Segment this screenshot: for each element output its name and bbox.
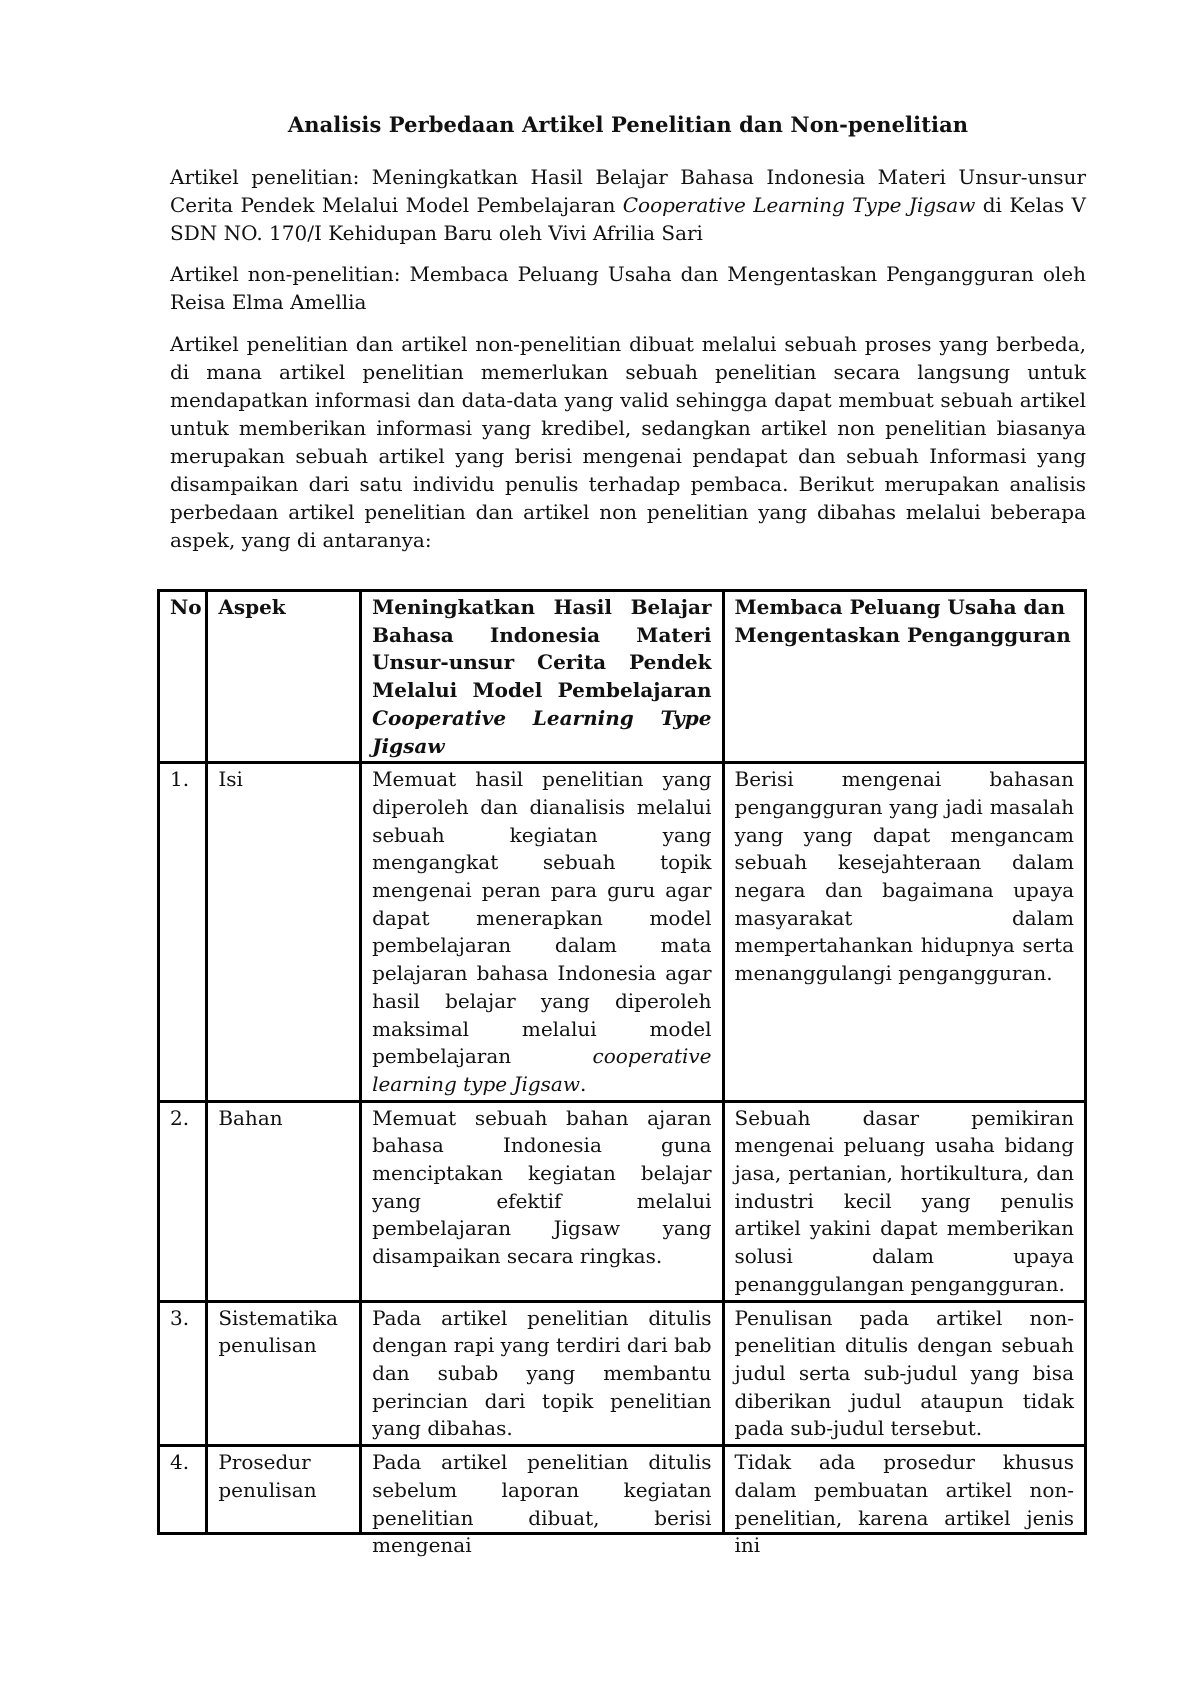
table-row	[159, 763, 1086, 1101]
cell-text-end: .	[579, 1071, 587, 1096]
row-research-text: Pada artikel penelitian ditulis sebelum laporan kegiatan penelitian dibuat, berisi mengenai	[372, 1450, 712, 1558]
research-article-prefix: Artikel penelitian: Meningkatkan Hasil Belajar Bahasa Indonesia Materi Unsur-unsur Cerita Pendek Melalui Model Pembelajaran	[170, 165, 1086, 217]
research-article-paragraph	[170, 163, 1086, 247]
row-non-research-cell: Berisi mengenai bahasan pengangguran yang jadi masalah yang yang dapat mengancam sebuah kesejahteraan dalam negara dan bagaimana upaya masyarakat dalam mempertahankan hidupnya serta menanggulangi pengangguran.	[723, 763, 1085, 1101]
row-research-cell: Memuat sebuah bahan ajaran bahasa Indonesia guna menciptakan kegiatan belajar yang efektif melalui pembelajaran Jigsaw yang disampaikan secara ringkas.	[361, 1101, 723, 1301]
row-no	[159, 1446, 207, 1534]
row-research-cell	[361, 1446, 723, 1558]
row-non-research-cell: Penulisan pada artikel non-penelitian ditulis dengan sebuah judul serta sub-judul yang bisa diberikan judul ataupun tidak pada sub-judul tersebut.	[723, 1301, 1085, 1446]
cell-text: Memuat hasil penelitian yang diperoleh dan dianalisis melalui sebuah kegiatan yang mengangkat sebuah topik mengenai peran para guru agar dapat menerapkan model pembelajaran dalam mata pelajaran bahasa Indonesia agar hasil belajar yang diperoleh maksimal melalui model pembelajaran	[372, 767, 712, 1069]
header-research-text: Meningkatkan Hasil Belajar Bahasa Indonesia Materi Unsur-unsur Cerita Pendek Melalui Model Pembelajaran	[372, 595, 712, 703]
comparison-table	[157, 589, 1087, 1558]
non-research-article-paragraph: Artikel non-penelitian: Membaca Peluang Usaha dan Mengentaskan Pengangguran oleh Reisa Elma Amellia	[170, 262, 1086, 314]
row-no-text: 4.	[170, 1450, 190, 1475]
row-non-research-cell: Sebuah dasar pemikiran mengenai peluang usaha bidang jasa, pertanian, hortikultura, dan industri kecil yang penulis artikel yakini dapat memberikan solusi dalam upaya penanggulangan pengangguran.	[723, 1101, 1085, 1301]
row-no: 3.	[159, 1301, 207, 1446]
row-research-cell: Pada artikel penelitian ditulis dengan rapi yang terdiri dari bab dan subab yang membantu perincian dari topik penelitian yang dibahas.	[361, 1301, 723, 1446]
header-research-italic: Cooperative Learning Type Jigsaw	[372, 705, 712, 758]
row-aspek-text: Prosedur penulisan	[218, 1450, 317, 1502]
row-non-research-cell	[723, 1446, 1085, 1558]
row-aspek: Bahan	[207, 1101, 361, 1301]
header-aspek: Aspek	[207, 591, 361, 763]
row-non-research-text: Tidak ada prosedur khusus dalam pembuatan artikel non-penelitian, karena artikel jenis ini	[734, 1450, 1074, 1558]
table-header-row	[159, 591, 1086, 763]
header-research-article	[361, 591, 723, 763]
row-research-cell	[361, 763, 723, 1101]
table-row	[159, 1446, 1086, 1534]
row-no: 2.	[159, 1101, 207, 1301]
research-article-italic: Cooperative Learning Type Jigsaw	[622, 193, 976, 217]
document-page	[170, 112, 1086, 567]
table-row	[159, 1301, 1086, 1446]
row-aspek: Sistematika penulisan	[207, 1301, 361, 1446]
header-non-research-article: Membaca Peluang Usaha dan Mengentaskan Pengangguran	[723, 591, 1085, 763]
research-article-suffix: di Kelas V SDN NO. 170/I Kehidupan Baru oleh Vivi Afrilia Sari	[170, 193, 1087, 245]
row-aspek	[207, 1446, 361, 1534]
row-no: 1.	[159, 763, 207, 1101]
row-aspek: Isi	[207, 763, 361, 1101]
cell-italic-text: cooperative learning type Jigsaw	[372, 1044, 712, 1096]
table-row	[159, 1101, 1086, 1301]
intro-paragraph: Artikel penelitian dan artikel non-penelitian dibuat melalui sebuah proses yang berbeda, di mana artikel penelitian memerlukan sebuah penelitian secara langsung untuk mendapatkan informasi dan data-data yang valid sehingga dapat membuat sebuah artikel untuk memberikan informasi yang kredibel, sedangkan artikel non penelitian biasanya merupakan sebuah artikel yang berisi mengenai pendapat dan sebuah Informasi yang disampaikan dari satu individu penulis terhadap pembaca. Berikut merupakan analisis perbedaan artikel penelitian dan artikel non penelitian yang dibahas melalui beberapa aspek, yang di antaranya:	[170, 332, 1086, 552]
document-title: Analisis Perbedaan Artikel Penelitian dan Non-penelitian	[287, 112, 969, 137]
header-no: No	[159, 591, 207, 763]
